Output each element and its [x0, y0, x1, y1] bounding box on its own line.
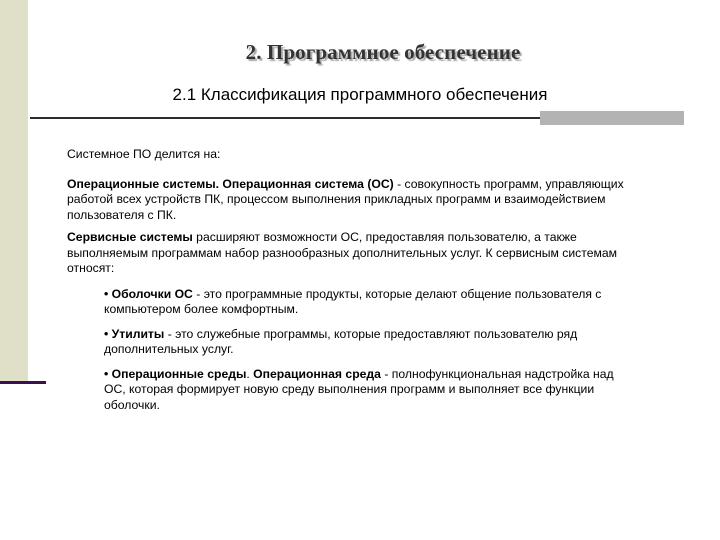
bullet-environments-definition: - полнофункциональная надстройка над ОС, которая формирует новую среду выполнения программ и выполняет все функции оболочки.: [104, 366, 614, 412]
bullet-utilities-definition: - это служебные программы, которые предоставляют пользователю ряд дополнительных услуг.: [104, 326, 578, 356]
bullet-environments-term: • Операционные среды: [104, 366, 247, 381]
bullet-environments: [104, 367, 627, 414]
bullet-shells: [104, 287, 627, 318]
bullet-utilities-term: • Утилиты: [104, 326, 165, 341]
intro-text: Системное ПО делится на:: [67, 147, 221, 161]
service-definition: расширяют возможности ОС, предоставляя пользователю, а также выполняемым программам набор разнообразных дополнительных услуг. К сервисным системам относят:: [67, 230, 618, 275]
slide-title: 2. Программное обеспечение: [245, 40, 521, 64]
os-term: Операционные системы. Операционная система (ОС): [67, 176, 394, 191]
service-term: Сервисные системы: [67, 230, 193, 244]
os-paragraph: [67, 177, 627, 224]
os-definition: - совокупность программ, управляющих работой всех устройств ПК, процессом выполнения прикладных программ и взаимодействием пользователя с ПК.: [67, 176, 624, 222]
bullet-shells-definition: - это программные продукты, которые делают общение пользователя с компьютером более комфортным.: [104, 286, 602, 316]
bullet-shells-term: • Оболочки ОС: [104, 286, 193, 301]
left-accent-line: [0, 381, 46, 384]
header-divider: [30, 117, 540, 119]
slide-subtitle: 2.1 Классификация программного обеспечения: [172, 85, 548, 104]
header-divider-block: [540, 111, 684, 125]
bullet-utilities: [104, 327, 627, 358]
service-paragraph: [67, 230, 627, 277]
bullet-environments-separator: .: [246, 366, 254, 381]
slide-content: [67, 147, 627, 422]
bullet-environments-term2: Операционная среда: [253, 366, 381, 381]
